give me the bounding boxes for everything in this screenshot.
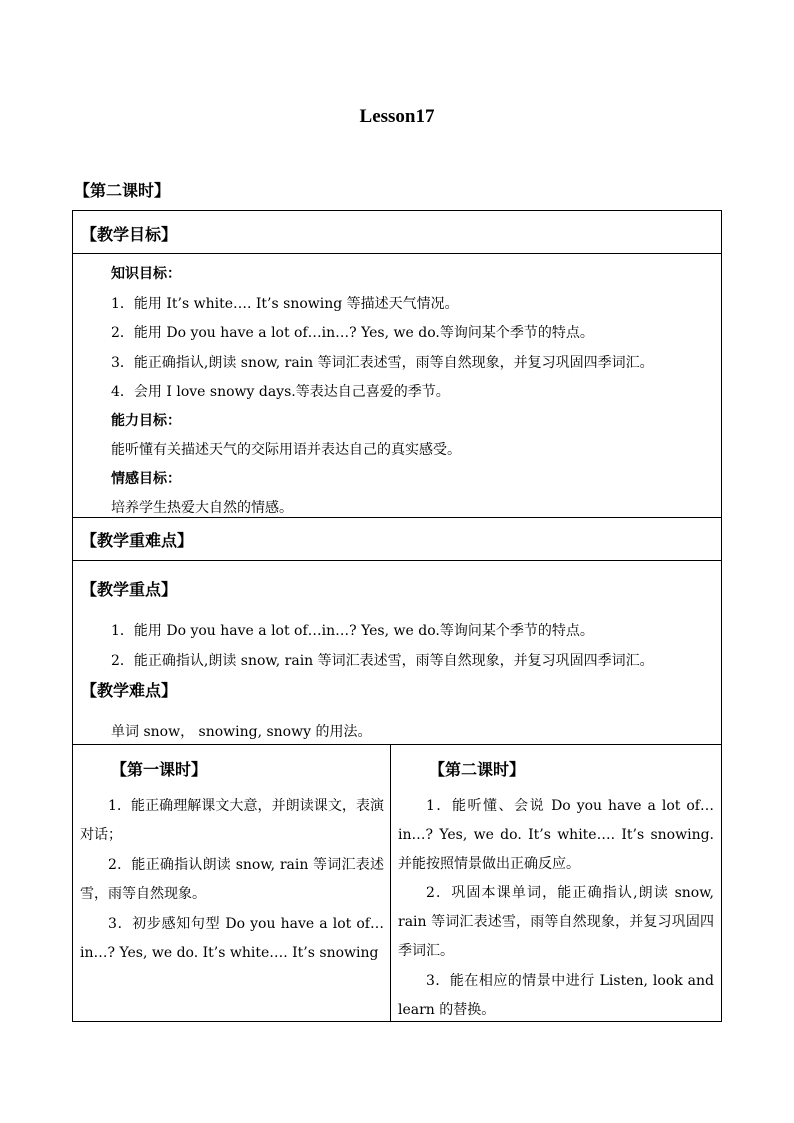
- key-points-content-row: [73, 561, 721, 745]
- focus-heading: 【教学重点】: [81, 580, 178, 599]
- difficulty-text: 单词 snow， snowing, snowy 的用法。: [111, 724, 372, 740]
- knowledge-item: 3．能正确指认,朗读 snow, rain 等词汇表述雪，雨等自然现象，并复习巩固四季词汇。: [111, 355, 654, 371]
- objectives-heading-row: [73, 211, 721, 254]
- first-session-column: [73, 745, 391, 1021]
- second-session-item: 3．能在相应的情景中进行 Listen, look and learn 的替换。: [398, 973, 714, 1018]
- emotion-text: 培养学生热爱大自然的情感。: [111, 500, 293, 516]
- page-title: Lesson17: [359, 106, 435, 127]
- key-points-heading-row: [73, 518, 721, 561]
- second-session-item: 2．巩固本课单词，能正确指认,朗读 snow, rain 等词汇表述雪，雨等自然现象，并复习巩固四季词汇。: [398, 885, 714, 959]
- knowledge-label: 知识目标：: [111, 266, 181, 282]
- key-points-heading: 【教学重难点】: [81, 531, 194, 550]
- difficulty-heading: 【教学难点】: [81, 681, 178, 700]
- session-label: 【第二课时】: [74, 181, 171, 200]
- focus-item: 1．能用 Do you have a lot of…in…? Yes, we do.等询问某个季节的特点。: [111, 623, 594, 639]
- first-session-item: 3．初步感知句型 Do you have a lot of…in…? Yes, we do. It’s white…. It’s snowing: [80, 916, 384, 961]
- focus-item: 2．能正确指认,朗读 snow, rain 等词汇表述雪，雨等自然现象，并复习巩固四季词汇。: [111, 653, 654, 669]
- lesson-plan-table: [72, 210, 722, 1022]
- second-session-item: 1．能听懂、会说 Do you have a lot of…in…? Yes, we do. It’s white…. It’s snowing.并能按照情景做出正确反应。: [398, 798, 714, 872]
- emotion-label: 情感目标：: [111, 471, 181, 487]
- first-session-heading: 【第一课时】: [111, 760, 208, 779]
- first-session-item: 1．能正确理解课文大意，并朗读课文，表演对话；: [80, 798, 384, 843]
- ability-label: 能力目标：: [111, 413, 181, 429]
- objectives-heading: 【教学目标】: [81, 225, 178, 244]
- knowledge-item: 4．会用 I love snowy days.等表达自己喜爱的季节。: [111, 384, 450, 400]
- sessions-row: [73, 745, 721, 1021]
- ability-text: 能听懂有关描述天气的交际用语并表达自己的真实感受。: [111, 442, 461, 458]
- second-session-heading: 【第二课时】: [429, 760, 526, 779]
- knowledge-item: 1．能用 It’s white…. It’s snowing 等描述天气情况。: [111, 296, 459, 312]
- second-session-column: [391, 745, 721, 1021]
- knowledge-item: 2．能用 Do you have a lot of…in…? Yes, we do.等询问某个季节的特点。: [111, 325, 594, 341]
- first-session-item: 2．能正确指认朗读 snow, rain 等词汇表述雪，雨等自然现象。: [80, 857, 384, 902]
- objectives-content-row: [73, 254, 721, 518]
